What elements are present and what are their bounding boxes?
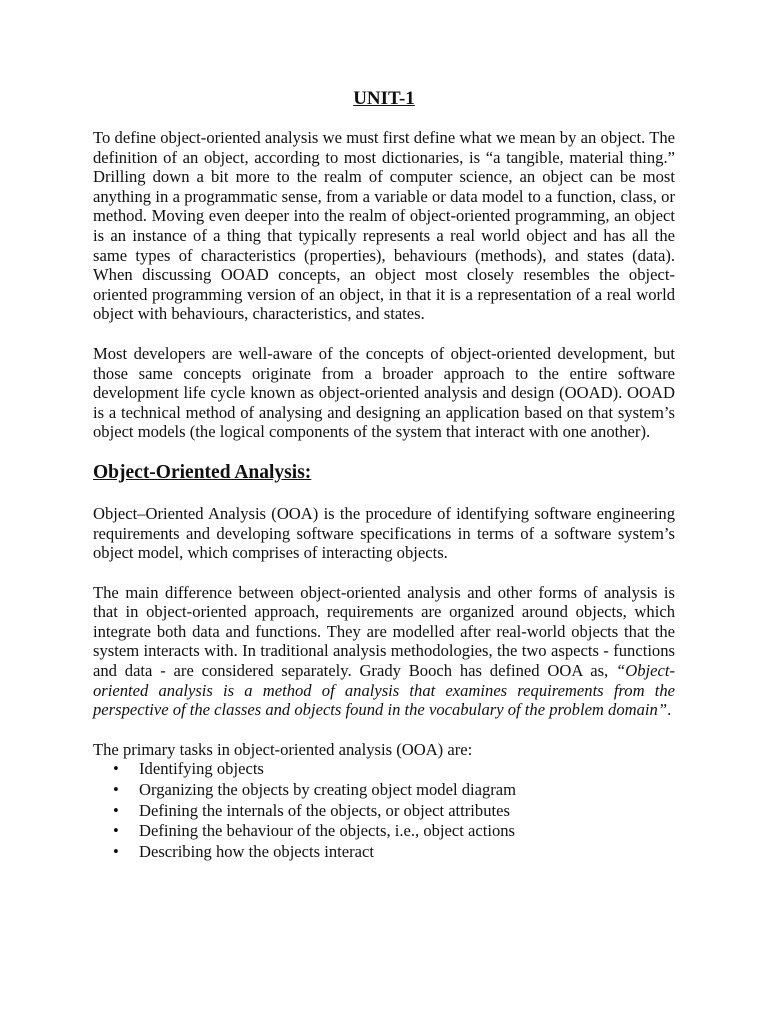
document-page [93,86,675,862]
paragraph-ooa-definition: Object–Oriented Analysis (OOA) is the procedure of identifying software engineering requirements and developing software specifications in terms of a software system’s object model, which comprises of interacting objects. [93,503,675,563]
list-item: • Identifying objects [113,759,264,779]
tasks-list [93,759,675,862]
bullet-icon: • [113,800,119,820]
booch-quote: “Object-oriented analysis is a method of analysis that examines requirements from the perspective of the classes and objects found in the vocabulary of the problem domain” [93,661,675,720]
paragraph-ooad-overview: Most developers are well-aware of the concepts of object-oriented development, but those same concepts originate from a broader approach to the entire software development life cycle known as object-oriented analysis and design (OOAD). OOAD is a technical method of analysing and designing an application based on that system’s object models (the logical components of the system that interact with one another). [93,343,675,442]
paragraph-ooa-difference [93,583,675,720]
tasks-intro: The primary tasks in object-oriented analysis (OOA) are: [93,739,473,759]
page-title: UNIT-1 [353,88,415,109]
paragraph-ooa-difference-end: . [667,700,672,720]
bullet-icon: • [113,841,119,861]
list-item: • Defining the internals of the objects, or object attributes [113,800,510,820]
paragraph-object-definition: To define object-oriented analysis we must first define what we mean by an object. The definition of an object, according to most dictionaries, is “a tangible, material thing.” Drilling down a bit more to the realm of computer science, an object can be most anything in a programmatic sense, from a variable or data model to a function, class, or method. Moving even deeper into the realm of object-oriented programming, an object is an instance of a thing that typically represents a real world object and has all the same types of characteristics (properties), behaviours (methods), and states (data). When discussing OOAD concepts, an object most closely resembles the object-oriented programming version of an object, in that it is a representation of a real world object with behaviours, characteristics, and states. [93,128,675,324]
section-heading-ooa: Object-Oriented Analysis: [93,461,312,483]
bullet-icon: • [113,759,119,779]
list-item: • Defining the behaviour of the objects, i.e., object actions [113,821,516,841]
list-item: • Describing how the objects interact [113,841,375,861]
bullet-icon: • [113,780,119,800]
paragraph-ooa-difference-text: The main difference between object-oriented analysis and other forms of analysis is that in object-oriented approach, requirements are organized around objects, which integrate both data and functions. They are modelled after real-world objects that the system interacts with. In traditional analysis methodologies, the two aspects - functions and data - are considered separately. Grady Booch has defined OOA as, [93,582,675,681]
list-item: • Organizing the objects by creating object model diagram [113,780,517,800]
bullet-icon: • [113,821,119,841]
